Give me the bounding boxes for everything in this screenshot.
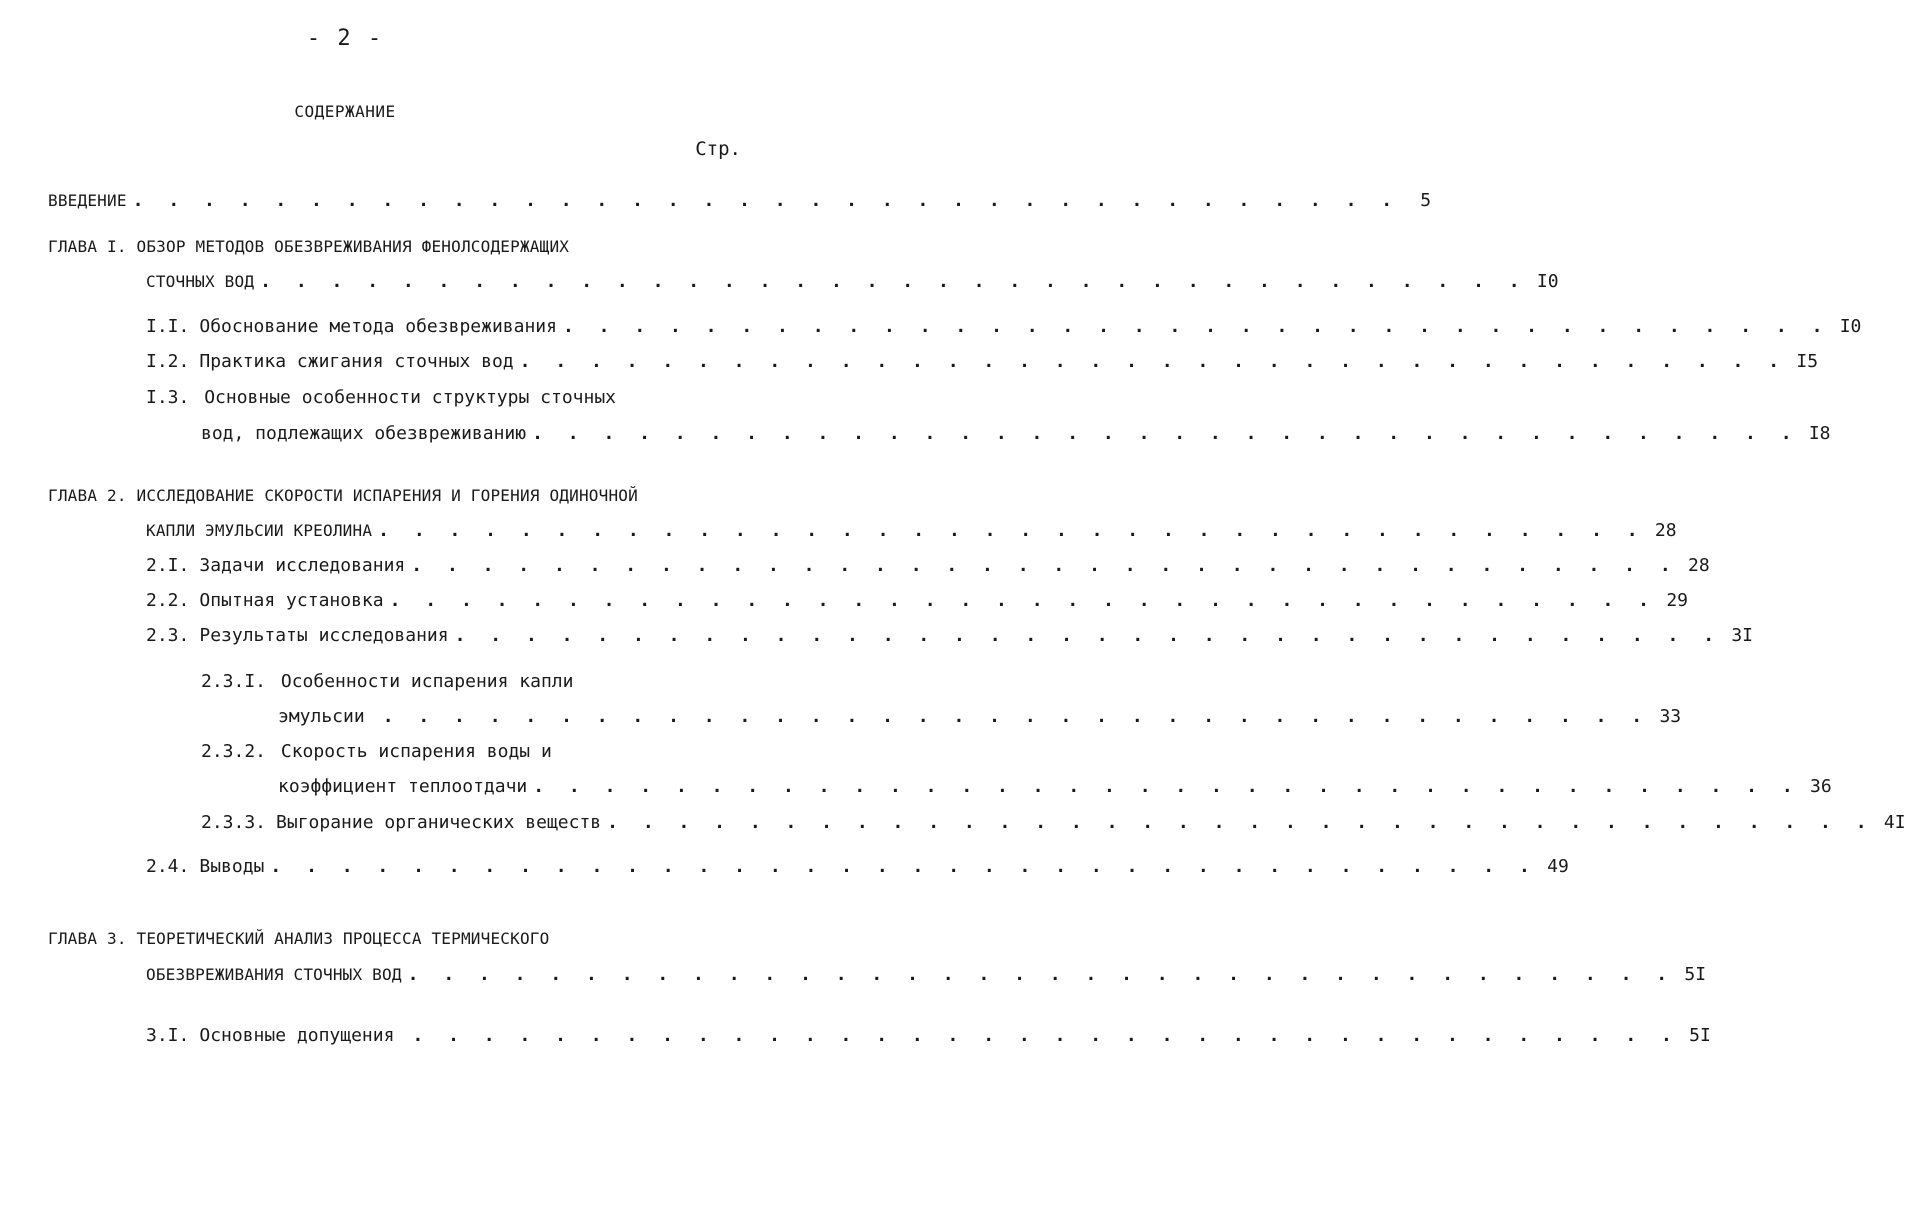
toc-entry-section-2-3-3[interactable] (201, 809, 1906, 837)
dot-leader: . . . . . . . . . . . . . . . . . . . . . . . . . . . . . . . . . . . . (412, 1025, 1679, 1046)
toc-entry-text: Результаты исследования (199, 625, 449, 646)
toc-entry-number: 3.I. (146, 1025, 190, 1046)
toc-entry-number: 2.I. (146, 555, 190, 576)
dot-leader: . . . . . . . . . . . . . . . . . . . . . . . . . . . . . . . . . . . . (382, 706, 1650, 727)
dot-leader: . . . . . . . . . . . . . . . . . . . . . . . . . . . . . . . . . . . . (389, 590, 1657, 611)
toc-entry-page: 5I (1689, 1025, 1711, 1046)
toc-entry-section-1-1[interactable] (146, 313, 1862, 341)
page-number: - 2 - (306, 26, 384, 51)
toc-entry-text: Выводы (199, 856, 265, 877)
toc-entry-text: КАПЛИ ЭМУЛЬСИИ КРЕОЛИНА (146, 521, 373, 540)
toc-entry-text: Опытная установка (199, 590, 384, 611)
toc-entry-text: Основные допущения (199, 1025, 395, 1046)
toc-entry-text: Основные особенности структуры сточных (204, 387, 617, 408)
toc-entry-text: СТОЧНЫХ ВОД (146, 272, 255, 291)
toc-entry-number: 2.3.I. (201, 671, 267, 692)
toc-entry-chapter-3[interactable] (146, 961, 1707, 989)
toc-entry-page: 28 (1654, 520, 1677, 541)
toc-entry-page: 29 (1666, 590, 1689, 611)
toc-entry-section-2-3[interactable] (146, 622, 1754, 650)
toc-entry-section-1-3[interactable] (201, 420, 1831, 448)
dot-leader: . . . . . . . . . . . . . . . . . . . . . . . . . . . . . . . . . . . . (533, 776, 1800, 797)
dot-leader: . . . . . . . . . . . . . . . . . . . . . . . . . . . . . . . . . . . . (519, 351, 1787, 372)
toc-entry-page: 28 (1688, 555, 1710, 576)
toc-entry-text: ОБЕЗВРЕЖИВАНИЯ СТОЧНЫХ ВОД (146, 965, 402, 984)
toc-entry-number: 2.4. (146, 856, 190, 877)
toc-entry-text: Задачи исследования (199, 555, 406, 576)
toc-chapter-1-title: ГЛАВА I. ОБЗОР МЕТОДОВ ОБЕЗВРЕЖИВАНИЯ ФЕНОЛСОДЕРЖАЩИХ (48, 237, 570, 256)
toc-entry-section-3-1[interactable] (146, 1022, 1711, 1050)
toc-entry-text: Особенности испарения капли (280, 671, 574, 692)
toc-entry-section-2-1[interactable] (146, 552, 1710, 580)
toc-entry-chapter-2[interactable] (146, 517, 1677, 545)
toc-entry-number: 2.3. (146, 625, 190, 646)
toc-entry-page: 33 (1659, 706, 1682, 727)
toc-entry-number: I.I. (146, 316, 190, 337)
toc-chapter-2-title: ГЛАВА 2. ИССЛЕДОВАНИЕ СКОРОСТИ ИСПАРЕНИЯ И ГОРЕНИЯ ОДИНОЧНОЙ (48, 486, 638, 505)
toc-entry-introduction[interactable] (48, 187, 1432, 215)
toc-entry-text: Практика сжигания сточных вод (199, 351, 514, 372)
dot-leader: . . . . . . . . . . . . . . . . . . . . . . . . . . . . . . . . . . . . (260, 271, 1527, 292)
toc-entry-section-2-3-1-line1 (201, 668, 573, 696)
toc-chapter-3-title: ГЛАВА 3. ТЕОРЕТИЧЕСКИЙ АНАЛИЗ ПРОЦЕССА ТЕРМИЧЕСКОГО (48, 929, 550, 948)
toc-entry-page: I8 (1808, 423, 1831, 444)
dot-leader: . . . . . . . . . . . . . . . . . . . . . . . . . . . . . . . . . . . . (607, 812, 1874, 833)
toc-entry-text: Обоснование метода обезвреживания (199, 316, 557, 337)
toc-entry-number: 2.3.3. (201, 812, 267, 833)
dot-leader: . . . . . . . . . . . . . . . . . . . . . . . . . . . . . . . . . . . . (454, 625, 1722, 646)
toc-entry-text: вод, подлежащих обезвреживанию (201, 423, 527, 444)
toc-entry-page: I0 (1839, 316, 1862, 337)
toc-entry-section-1-2[interactable] (146, 348, 1819, 376)
toc-entry-page: 5I (1684, 964, 1707, 985)
toc-entry-page: I0 (1536, 271, 1559, 292)
toc-entry-page: 5 (1420, 190, 1432, 211)
toc-entry-text: Выгорание органических веществ (276, 812, 602, 833)
dot-leader: . . . . . . . . . . . . . . . . . . . . . . . . . . . . . . . . . . . . (407, 964, 1675, 985)
toc-entry-text: коэффициент теплоотдачи (278, 776, 528, 797)
toc-entry-chapter-1[interactable] (146, 268, 1559, 296)
toc-entry-text: эмульсии (278, 706, 365, 727)
toc-entry-number: 2.3.2. (201, 741, 267, 762)
toc-entry-page: 3I (1731, 625, 1754, 646)
toc-entry-section-2-3-2-line1 (201, 738, 552, 766)
dot-leader: . . . . . . . . . . . . . . . . . . . . . . . . . . . . . . . . . . . . (532, 423, 1799, 444)
dot-leader: . . . . . . . . . . . . . . . . . . . . . . . . . . . . . . . . . . . . (132, 190, 1400, 211)
toc-entry-page: 4I (1883, 812, 1906, 833)
toc-entry-text: ВВЕДЕНИЕ (48, 191, 127, 210)
toc-entry-section-2-3-1[interactable] (278, 703, 1682, 731)
page-column-header: Стр. (695, 138, 741, 160)
dot-leader: . . . . . . . . . . . . . . . . . . . . . . . . . . . . . . . . . . . . (562, 316, 1830, 337)
toc-entry-number: I.3. (146, 387, 190, 408)
toc-entry-section-2-3-2[interactable] (278, 773, 1832, 801)
dot-leader: . . . . . . . . . . . . . . . . . . . . . . . . . . . . . . . . . . . . (378, 520, 1645, 541)
toc-entry-text: Скорость испарения воды и (280, 741, 552, 762)
toc-entry-section-1-3-line1 (146, 384, 616, 412)
document-title: СОДЕРЖАНИЕ (294, 102, 396, 121)
dot-leader: . . . . . . . . . . . . . . . . . . . . . . . . . . . . . . . . . . . . (411, 555, 1678, 576)
dot-leader: . . . . . . . . . . . . . . . . . . . . . . . . . . . . . . . . . . . . (270, 856, 1537, 877)
toc-entry-page: 49 (1547, 856, 1569, 877)
toc-entry-page: 36 (1809, 776, 1832, 797)
toc-entry-number: I.2. (146, 351, 190, 372)
toc-entry-section-2-4[interactable] (146, 853, 1569, 881)
toc-entry-number: 2.2. (146, 590, 190, 611)
toc-entry-section-2-2[interactable] (146, 587, 1689, 615)
toc-entry-page: I5 (1796, 351, 1819, 372)
